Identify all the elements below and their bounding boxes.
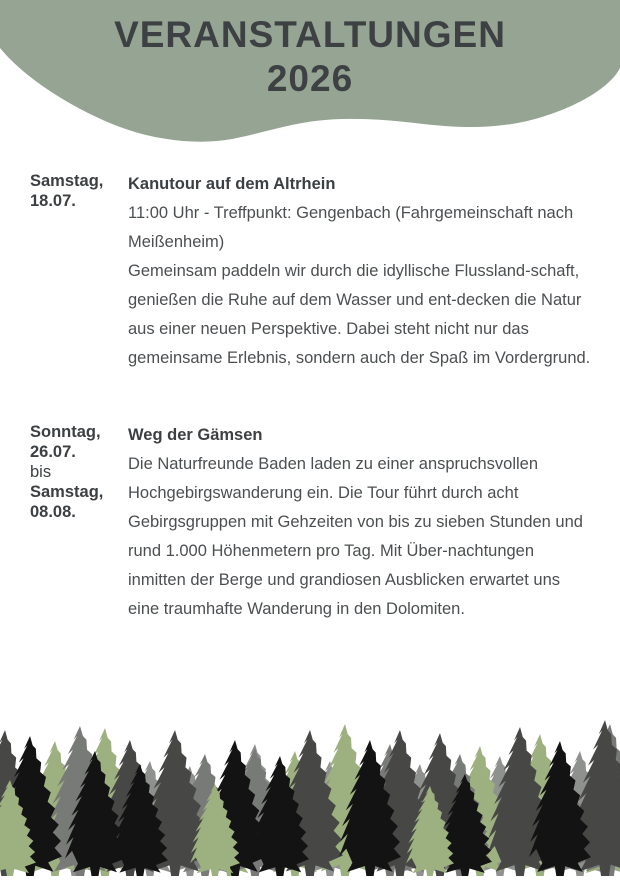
event-description: Die Naturfreunde Baden laden zu einer anspruchsvollen Hochgebirgswanderung ein. Die Tour führt durch acht Gebirgsgruppen mit Gehzeiten von bis zu sieben Stunden und rund 1.000 Höhenmetern pro Tag. Mit Über-nachtungen inmitten der Berge und grandiosen Ausblicken erwartet uns eine traumhafte Wanderung in den Dolomiten. bbox=[128, 455, 583, 618]
forest-illustration bbox=[0, 700, 620, 882]
event-date-block bbox=[30, 422, 125, 522]
event-date-line: 26.07. bbox=[30, 443, 76, 461]
event-date-range-separator: bis bbox=[30, 463, 52, 481]
event-title: Weg der Gämsen bbox=[128, 426, 263, 444]
event-date-line: 08.08. bbox=[30, 503, 76, 521]
page-title-line2: 2026 bbox=[266, 58, 354, 99]
page-title bbox=[0, 13, 620, 101]
event-date-block bbox=[30, 171, 125, 211]
forest-trees-group bbox=[0, 720, 620, 876]
event-date-line: Samstag, bbox=[30, 172, 104, 190]
event-date-line: 18.07. bbox=[30, 192, 76, 210]
page-title-line1: VERANSTALTUNGEN bbox=[114, 14, 506, 55]
event-date-line: Samstag, bbox=[30, 483, 104, 501]
event-date-line: Sonntag, bbox=[30, 423, 101, 441]
event-text-block bbox=[128, 421, 592, 624]
event-meeting-info: 11:00 Uhr - Treffpunkt: Gengenbach (Fahrgemeinschaft nach Meißenheim) bbox=[128, 204, 574, 251]
event-title: Kanutour auf dem Altrhein bbox=[128, 175, 336, 193]
event-description: Gemeinsam paddeln wir durch die idyllische Flussland-schaft, genießen die Ruhe auf dem Wasser und ent-decken die Natur aus einer neuen Perspektive. Dabei steht nicht nur das gemeinsame Erlebnis, sondern auch der Spaß im Vordergrund. bbox=[128, 262, 591, 367]
event-text-block bbox=[128, 170, 592, 373]
